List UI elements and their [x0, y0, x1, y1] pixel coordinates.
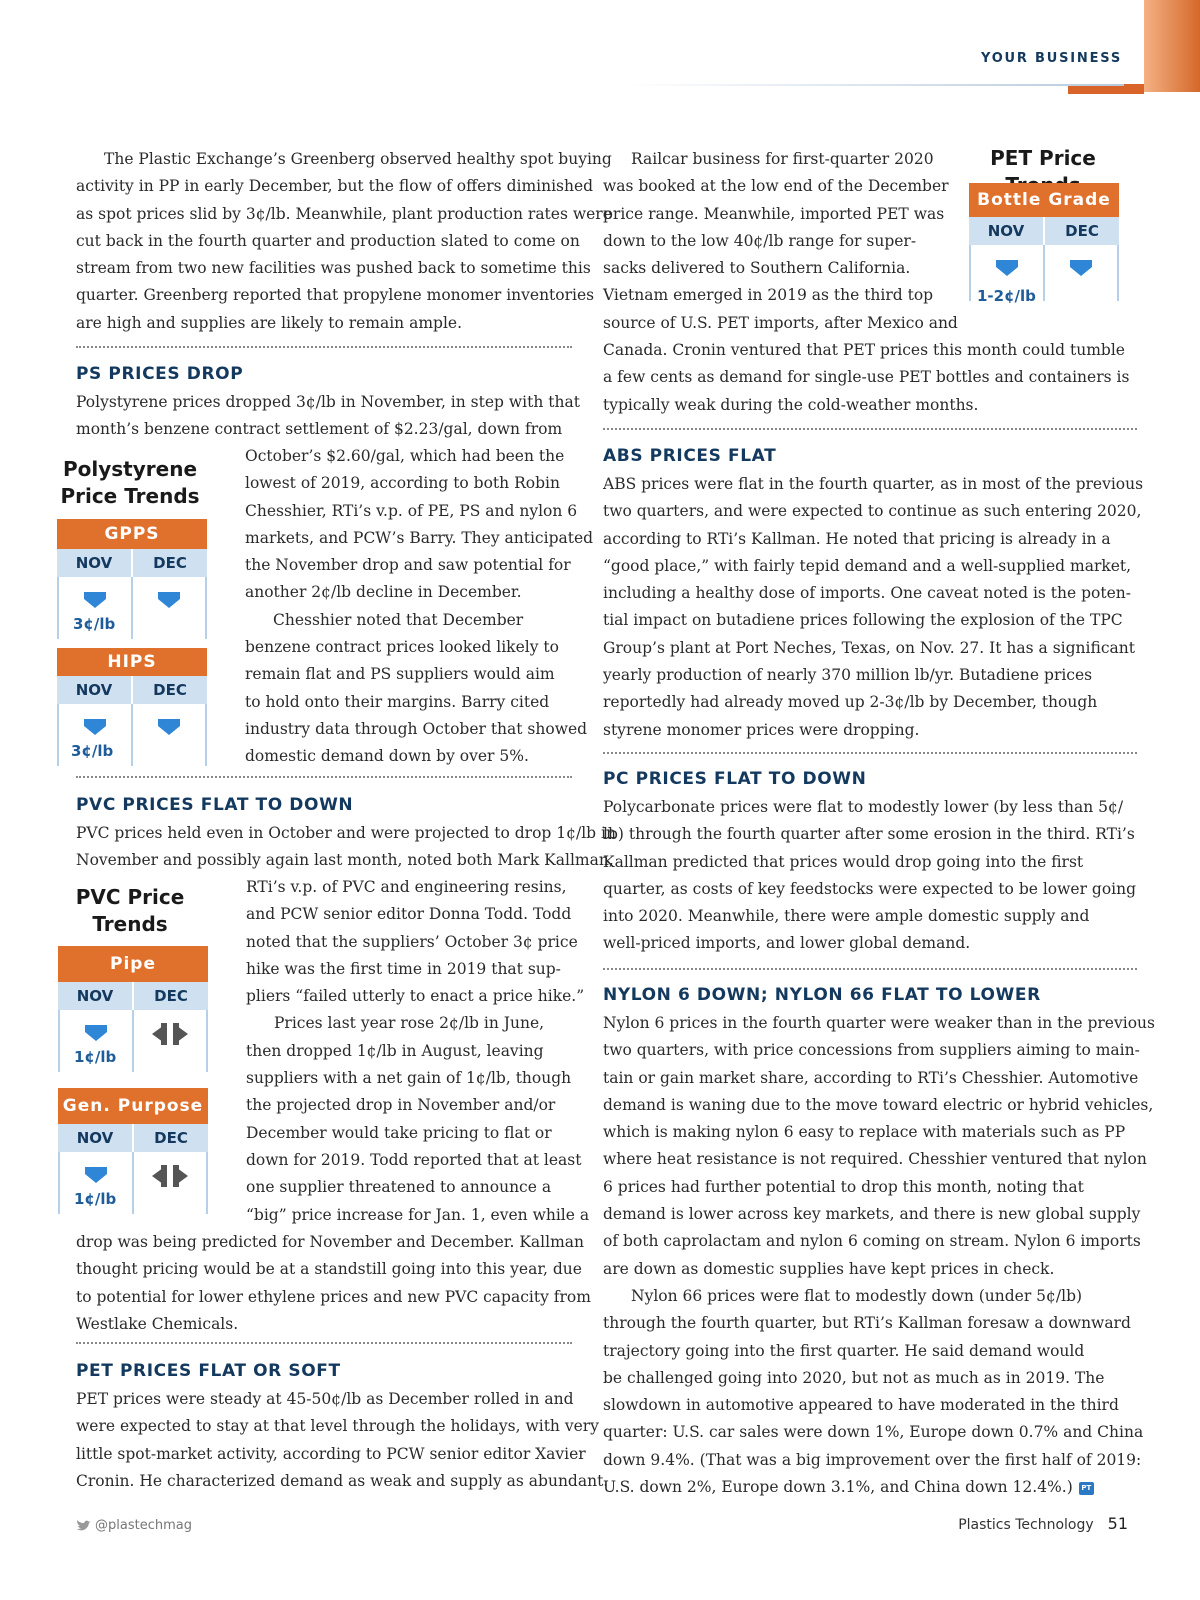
text-line: to hold onto their margins. Barry cited: [245, 692, 550, 711]
text-line: to potential for lower ethylene prices and new PVC capacity from: [76, 1287, 591, 1306]
text-line: quarter, as costs of key feedstocks were expected to be lower going: [603, 879, 1137, 898]
flat-arrow-icon: [149, 1022, 191, 1046]
text-line: demand is lower across key markets, and there is new global supply: [603, 1205, 1141, 1224]
footer-publication: [958, 1514, 1128, 1533]
text-line: yearly production of nearly 370 million lb/yr. Butadiene prices: [603, 666, 1093, 685]
text-line: two quarters, and were expected to continue as such entering 2020,: [603, 502, 1142, 521]
down-arrow-icon: [995, 259, 1019, 277]
text-line: through the fourth quarter, but RTi’s Kallman foresaw a downward: [603, 1314, 1131, 1333]
text-line: RTi’s v.p. of PVC and engineering resins,: [246, 878, 567, 896]
pipe-amount: 1¢/lb: [74, 1048, 117, 1066]
text-line: quarter: U.S. car sales were down 1%, Europe down 0.7% and China: [603, 1423, 1144, 1442]
text-line: which is making nylon 6 easy to replace with materials such as PP: [603, 1123, 1126, 1142]
text-line: markets, and PCW’s Barry. They anticipated: [245, 528, 594, 547]
text-line: another 2¢/lb decline in December.: [245, 583, 522, 602]
gen-purpose-amount: 1¢/lb: [74, 1190, 117, 1208]
magazine-name: Plastics Technology: [958, 1517, 1094, 1533]
gpps-amount: 3¢/lb: [73, 615, 116, 633]
pvc-paragraph-after: [76, 1229, 591, 1338]
text-line: suppliers with a net gain of 1¢/lb, though: [246, 1069, 572, 1088]
divider: [76, 346, 572, 348]
down-arrow-icon: [1069, 259, 1093, 277]
text-line: drop was being predicted for November and December. Kallman: [76, 1233, 584, 1251]
pipe-trend: [58, 946, 208, 1072]
text-line: tial impact on butadiene prices following the explosion of the TPC: [603, 611, 1123, 630]
text-line: are down as domestic supplies have kept prices in check.: [603, 1259, 1055, 1278]
divider: [603, 428, 1137, 430]
nov-label: NOV: [58, 982, 134, 1010]
dec-label: DEC: [1045, 217, 1119, 245]
section-label: YOUR BUSINESS: [980, 51, 1122, 66]
text-line: thought pricing would be at a standstill going into this year, due: [76, 1260, 582, 1279]
footer-handle[interactable]: [76, 1518, 192, 1533]
nov-label: NOV: [969, 217, 1045, 245]
text-line: benzene contract prices looked likely to: [245, 638, 559, 657]
text-line: The Plastic Exchange’s Greenberg observed healthy spot buying: [104, 150, 612, 168]
text-line: Cronin. He characterized demand as weak and supply as abundant.: [76, 1471, 609, 1490]
text-line: be challenged going into 2020, but not as much as in 2019. The: [603, 1368, 1105, 1387]
text-line: PET prices were steady at 45-50¢/lb as December rolled in and: [76, 1390, 574, 1408]
dec-label: DEC: [133, 549, 207, 577]
text-line: reportedly had already moved up 2-3¢/lb by December, though: [603, 693, 1098, 712]
text-line: cut back in the fourth quarter and production slated to come on: [76, 231, 580, 250]
text-line: the projected drop in November and/or: [246, 1096, 556, 1115]
text-line: slowdown in automotive appeared to have moderated in the third: [603, 1396, 1119, 1415]
nylon-paragraph: [603, 1010, 1155, 1501]
text-line: one supplier threatened to announce a: [246, 1178, 552, 1197]
flat-arrow-icon: [149, 1164, 191, 1188]
text-line: trajectory going into the first quarter. He said demand would: [603, 1341, 1085, 1360]
text-line: was booked at the low end of the December: [603, 177, 949, 196]
text-line: month’s benzene contract settlement of $2.23/gal, down from: [76, 420, 563, 439]
text-line: December would take pricing to flat or: [246, 1123, 552, 1142]
hips-trend: [57, 648, 207, 766]
text-line: Group’s plant at Port Neches, Texas, on Nov. 27. It has a significant: [603, 638, 1135, 657]
text-line: Prices last year rose 2¢/lb in June,: [274, 1014, 545, 1033]
text-line: 6 prices had further potential to drop this month, noting that: [603, 1177, 1084, 1196]
pvc-heading: PVC PRICES FLAT TO DOWN: [76, 795, 354, 815]
gen-purpose-label: Gen. Purpose: [58, 1088, 208, 1124]
page-number: 51: [1107, 1514, 1128, 1533]
text-line: including a healthy dose of imports. One caveat noted is the poten-: [603, 584, 1131, 603]
nov-label: NOV: [58, 1124, 134, 1152]
text-line: noted that the suppliers’ October 3¢ price: [246, 932, 578, 951]
text-line: October’s $2.60/gal, which had been the: [245, 447, 565, 465]
down-arrow-icon: [83, 718, 107, 736]
text-line: as spot prices slid by 3¢/lb. Meanwhile, plant production rates were: [76, 204, 612, 223]
text-line: the November drop and saw potential for: [245, 556, 571, 575]
text-line: hike was the first time in 2019 that sup-: [246, 959, 561, 978]
divider: [76, 776, 572, 778]
text-line: down 9.4%. (That was a big improvement over the first half of 2019:: [603, 1450, 1142, 1469]
text-line: down to the low 40¢/lb range for super-: [603, 231, 917, 250]
text-line: little spot-market activity, according to PCW senior editor Xavier: [76, 1444, 586, 1463]
gen-purpose-trend: [58, 1088, 208, 1214]
text-line: were expected to stay at that level through the holidays, with very: [76, 1417, 599, 1436]
pc-paragraph: [603, 794, 1136, 958]
text-line: Polycarbonate prices were flat to modestly lower (by less than 5¢/: [603, 798, 1124, 816]
bottle-grade-label: Bottle Grade: [969, 183, 1119, 217]
twitter-icon: [76, 1520, 92, 1532]
text-line: then dropped 1¢/lb in August, leaving: [246, 1041, 544, 1060]
text-line: Polystyrene prices dropped 3¢/lb in November, in step with that: [76, 393, 580, 411]
intro-paragraph: [76, 146, 612, 337]
text-line: Chesshier, RTi’s v.p. of PE, PS and nylon 6: [245, 501, 578, 520]
corner-accent: [1144, 0, 1200, 92]
text-line: domestic demand down by over 5%.: [245, 747, 529, 766]
down-arrow-icon: [157, 718, 181, 736]
header-rule: [620, 84, 1124, 86]
down-arrow-icon: [83, 591, 107, 609]
text-line: activity in PP in early December, but the flow of offers diminished: [76, 177, 594, 196]
text-line: Vietnam emerged in 2019 as the third top: [603, 286, 934, 305]
gpps-trend: [57, 519, 207, 639]
text-line: tain or gain market share, according to RTi’s Chesshier. Automotive: [603, 1068, 1139, 1087]
text-line: Westlake Chemicals.: [76, 1314, 239, 1333]
text-line: typically weak during the cold-weather months.: [603, 395, 979, 414]
text-line: “good place,” with fairly tepid demand and a well-supplied market,: [603, 556, 1132, 575]
text-line: stream from two new facilities was pushed back to sometime this: [76, 259, 591, 278]
text-line: U.S. down 2%, Europe down 3.1%, and China down 12.4%.) PT: [603, 1474, 1155, 1501]
text-line: lowest of 2019, according to both Robin: [245, 474, 560, 493]
text-line: remain flat and PS suppliers would aim: [245, 665, 555, 684]
pet-continued-narrow: [603, 146, 958, 337]
pet-box-title: PET Price: [990, 146, 1096, 170]
abs-heading: ABS PRICES FLAT: [603, 446, 777, 466]
text-line: where heat resistance is not required. Chesshier ventured that nylon: [603, 1150, 1147, 1169]
text-line: source of U.S. PET imports, after Mexico and: [603, 313, 958, 332]
pipe-label: Pipe: [58, 946, 208, 982]
text-line: pliers “failed utterly to enact a price hike.”: [246, 987, 585, 1006]
hips-label: HIPS: [57, 648, 207, 676]
text-line: and PCW senior editor Donna Todd. Todd: [246, 905, 572, 924]
handle-text: @plastechmag: [95, 1518, 192, 1533]
text-line: “big” price increase for Jan. 1, even while a: [246, 1205, 590, 1224]
text-line: Nylon 66 prices were flat to modestly down (under 5¢/lb): [631, 1286, 1083, 1305]
text-line: styrene monomer prices were dropping.: [603, 720, 920, 739]
text-line: Nylon 6 prices in the fourth quarter were weaker than in the previous: [603, 1014, 1155, 1032]
pvc-box-title: PVC Price Trends: [75, 885, 185, 936]
text-line: down for 2019. Todd reported that at least: [246, 1150, 582, 1169]
pet-paragraph: [76, 1386, 608, 1495]
dec-label: DEC: [133, 676, 207, 704]
text-line: well-priced imports, and lower global demand.: [603, 934, 971, 953]
divider: [603, 752, 1137, 754]
text-line: into 2020. Meanwhile, there were ample domestic supply and: [603, 907, 1090, 926]
down-arrow-icon: [157, 591, 181, 609]
text-line: two quarters, with price concessions from suppliers aiming to main-: [603, 1041, 1140, 1060]
hips-amount: 3¢/lb: [71, 742, 114, 760]
text-line: lb) through the fourth quarter after some erosion in the third. RTi’s: [603, 825, 1135, 844]
ps-paragraph-full: [76, 389, 580, 444]
pc-heading: PC PRICES FLAT TO DOWN: [603, 769, 867, 789]
ps-paragraph-narrow: [245, 443, 593, 771]
text-line: of both caprolactam and nylon 6 coming on stream. Nylon 6 imports: [603, 1232, 1141, 1251]
ps-heading: PS PRICES DROP: [76, 364, 244, 384]
end-mark-icon: PT: [1079, 1482, 1094, 1495]
bottle-grade-amount: 1-2¢/lb: [977, 287, 1036, 305]
text-line: industry data through October that showed: [245, 719, 588, 738]
nov-label: NOV: [57, 549, 133, 577]
pet-heading: PET PRICES FLAT OR SOFT: [76, 1361, 341, 1381]
text-line: Railcar business for first-quarter 2020: [631, 150, 934, 168]
abs-paragraph: [603, 471, 1143, 744]
text-line: sacks delivered to Southern California.: [603, 259, 911, 278]
down-arrow-icon: [84, 1166, 108, 1184]
text-line: Canada. Cronin ventured that PET prices this month could tumble: [603, 341, 1125, 359]
bottle-grade-trend: [969, 183, 1119, 305]
pvc-paragraph-narrow: [246, 874, 589, 1229]
text-line: price range. Meanwhile, imported PET was: [603, 204, 945, 223]
text-line: ABS prices were flat in the fourth quarter, as in most of the previous: [603, 475, 1144, 493]
text-line: Kallman predicted that prices would drop going into the first: [603, 852, 1084, 871]
nylon-heading: NYLON 6 DOWN; NYLON 66 FLAT TO LOWER: [603, 985, 1041, 1005]
text-line: November and possibly again last month, noted both Mark Kallman,: [76, 851, 614, 870]
text-line: Chesshier noted that December: [273, 610, 524, 629]
text-line: are high and supplies are likely to remain ample.: [76, 313, 463, 332]
nov-label: NOV: [57, 676, 133, 704]
text-line: a few cents as demand for single-use PET bottles and containers is: [603, 368, 1130, 387]
down-arrow-icon: [84, 1024, 108, 1042]
ps-box-title: Polystyrene Price Trends: [60, 457, 200, 508]
text-line: PVC prices held even in October and were projected to drop 1¢/lb in: [76, 824, 616, 842]
pet-continued-full: [603, 337, 1129, 419]
divider: [76, 1342, 572, 1344]
dec-label: DEC: [134, 982, 208, 1010]
text-line: demand is waning due to the move toward electric or hybrid vehicles,: [603, 1095, 1154, 1114]
text-line: according to RTi’s Kallman. He noted that pricing is already in a: [603, 529, 1111, 548]
dec-label: DEC: [134, 1124, 208, 1152]
pvc-paragraph-full: [76, 820, 616, 875]
gpps-label: GPPS: [57, 519, 207, 549]
text-line: quarter. Greenberg reported that propylene monomer inventories: [76, 286, 595, 305]
divider: [603, 968, 1137, 970]
